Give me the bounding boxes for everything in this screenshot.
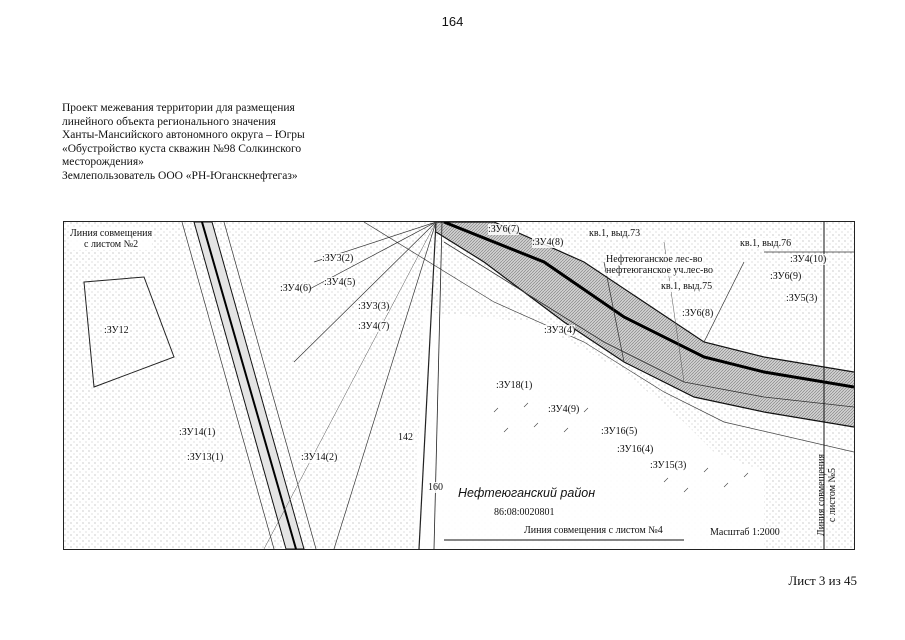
sheet-counter: Лист 3 из 45 xyxy=(788,573,857,588)
plot-label-zu4-6: :ЗУ4(6) xyxy=(280,283,312,294)
block-label-73: кв.1, выд.73 xyxy=(589,228,641,239)
plot-label-zu4-7: :ЗУ4(7) xyxy=(358,321,390,332)
cadastral-quarter: 86:08:0020801 xyxy=(494,507,555,518)
district-name: Нефтеюганский район xyxy=(458,486,596,500)
map-scale: Масштаб 1:2000 xyxy=(710,527,780,538)
header-line: Проект межевания территории для размещения xyxy=(62,102,295,114)
plot-label-zu4-10: :ЗУ4(10) xyxy=(790,254,827,265)
plot-label-zu6-9: :ЗУ6(9) xyxy=(770,271,802,282)
match-line-sheet5: Линия совмещения с листом №5 xyxy=(816,453,838,537)
plot-label-zu4-5: :ЗУ4(5) xyxy=(324,277,356,288)
forestry-label-1: Нефтеюганское лес-во xyxy=(606,254,703,265)
plot-label-zu3-3: :ЗУ3(3) xyxy=(358,301,390,312)
plot-label-zu16-5: :ЗУ16(5) xyxy=(601,426,638,437)
plot-label-zu6-7: :ЗУ6(7) xyxy=(488,224,520,235)
project-header xyxy=(62,102,362,184)
header-line: линейного объекта регионального значения xyxy=(62,115,276,128)
plot-label-zu12: :ЗУ12 xyxy=(104,325,129,336)
header-line: «Обустройство куста скважин №98 Солкинского xyxy=(62,142,302,155)
line-number-142: 142 xyxy=(398,432,413,443)
survey-map xyxy=(63,221,855,550)
page-number: 164 xyxy=(441,14,464,29)
plot-label-zu13-1: :ЗУ13(1) xyxy=(187,452,224,463)
plot-label-zu6-8: :ЗУ6(8) xyxy=(682,308,714,319)
match-line-sheet2: Линия совмещения с листом №2 xyxy=(70,228,153,250)
plot-label-zu3-4: :ЗУ3(4) xyxy=(544,325,576,336)
header-line: Землепользователь ООО «РН-Юганскнефтегаз» xyxy=(62,169,298,182)
forestry-label-2: нефтеюганское уч.лес-во xyxy=(606,265,714,276)
plot-label-zu15-3: :ЗУ15(3) xyxy=(650,460,687,471)
plot-label-zu14-1: :ЗУ14(1) xyxy=(179,427,216,438)
header-line: Ханты-Мансийского автономного округа – Югры xyxy=(62,129,305,142)
block-label-76: кв.1, выд.76 xyxy=(740,238,792,249)
plot-label-zu3-2: :ЗУ3(2) xyxy=(322,253,354,264)
plot-label-zu18-1: :ЗУ18(1) xyxy=(496,380,533,391)
plot-label-zu14-2: :ЗУ14(2) xyxy=(301,452,338,463)
match-line-sheet4: Линия совмещения с листом №4 xyxy=(524,525,663,536)
block-label-75: кв.1, выд.75 xyxy=(661,281,713,292)
plot-label-zu4-9: :ЗУ4(9) xyxy=(548,404,580,415)
line-number-160: 160 xyxy=(428,482,443,493)
plot-label-zu5-3: :ЗУ5(3) xyxy=(786,293,818,304)
header-line: месторождения» xyxy=(62,156,144,169)
plot-label-zu4-8: :ЗУ4(8) xyxy=(532,237,564,248)
plot-label-zu16-4: :ЗУ16(4) xyxy=(617,444,654,455)
